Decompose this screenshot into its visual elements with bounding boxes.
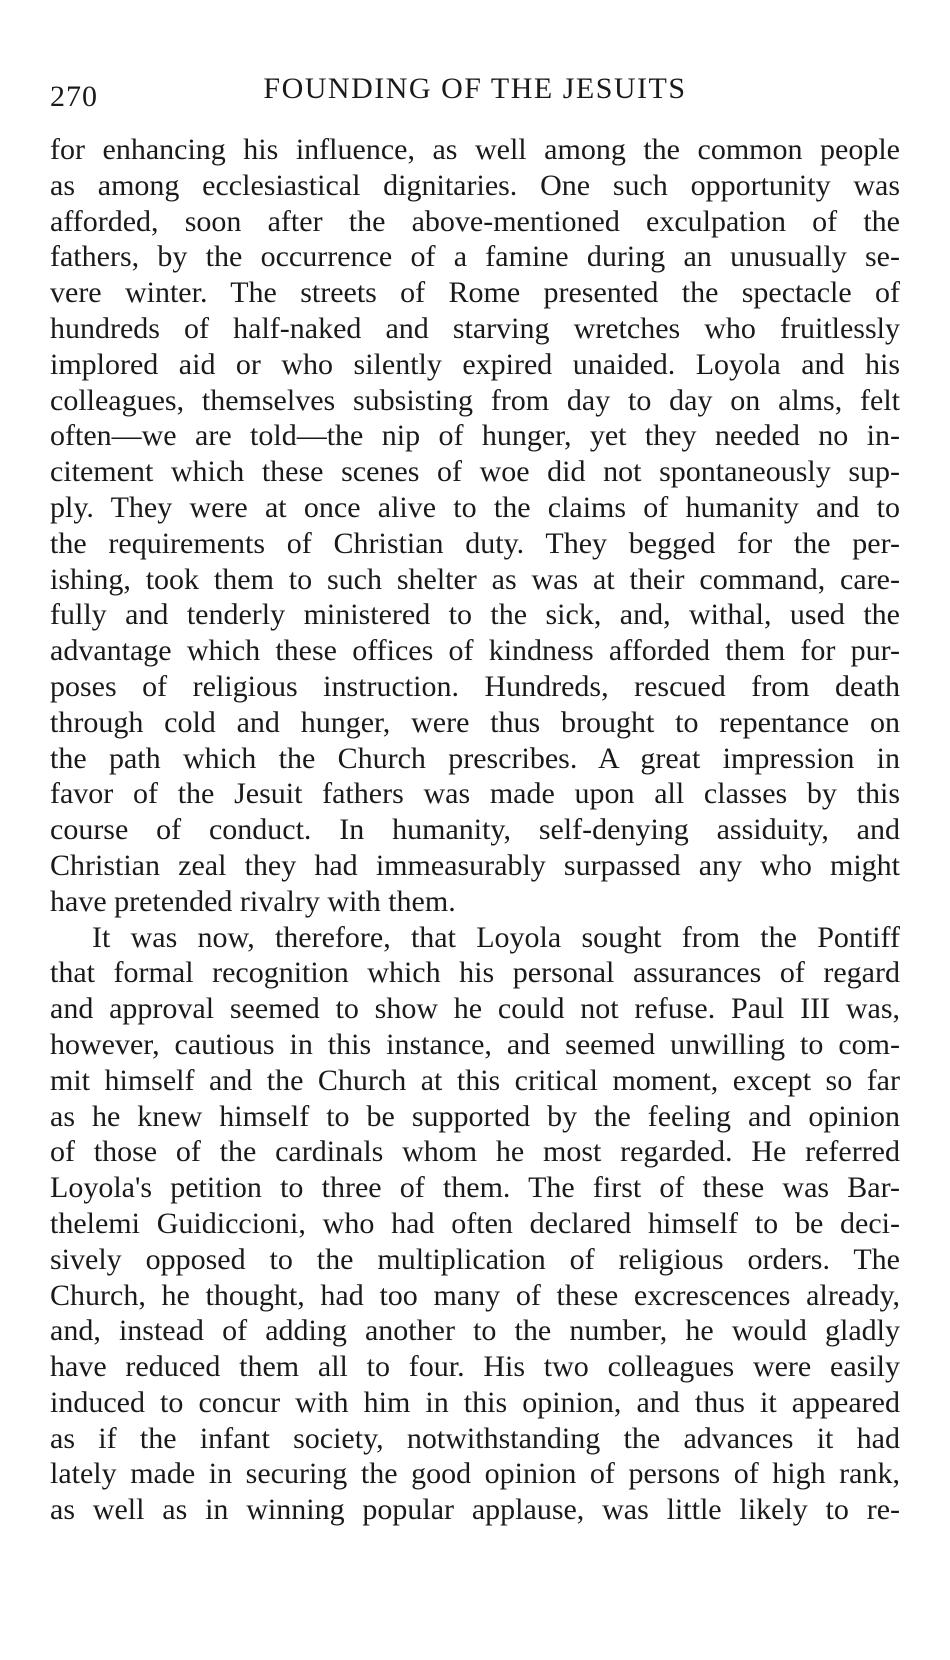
text-line: the path which the Church prescribes. A great impression in <box>50 741 900 775</box>
text-line: advantage which these offices of kindness afforded them for pur- <box>50 634 900 668</box>
running-head <box>50 72 900 122</box>
page-number: 270 <box>50 80 98 113</box>
text-line: colleagues, themselves subsisting from day to day on alms, felt <box>50 383 900 417</box>
body-text <box>50 132 900 1528</box>
text-line: often—we are told—the nip of hunger, yet they needed no in- <box>50 419 900 453</box>
text-line: the requirements of Christian duty. They begged for the per- <box>50 526 900 560</box>
text-line: fully and tenderly ministered to the sick, and, withal, used the <box>50 598 900 632</box>
text-line: have reduced them all to four. His two colleagues were easily <box>50 1350 900 1384</box>
text-line: ply. They were at once alive to the claims of humanity and to <box>50 490 900 524</box>
text-line: sively opposed to the multiplication of religious orders. The <box>50 1242 900 1276</box>
text-line: and, instead of adding another to the number, he would gladly <box>50 1314 900 1348</box>
text-line: vere winter. The streets of Rome presented the spectacle of <box>50 276 900 310</box>
text-line: through cold and hunger, were thus brought to repentance on <box>50 705 900 739</box>
text-line: Christian zeal they had immeasurably surpassed any who might <box>50 848 900 882</box>
text-line: fathers, by the occurrence of a famine during an unusually se- <box>50 240 900 274</box>
paragraph <box>50 132 900 920</box>
text-line: ishing, took them to such shelter as was at their command, care- <box>50 562 900 596</box>
text-line: have pretended rivalry with them. <box>50 884 456 918</box>
text-line: implored aid or who silently expired unaided. Loyola and his <box>50 347 900 381</box>
text-line: however, cautious in this instance, and seemed unwilling to com- <box>50 1027 900 1061</box>
text-line: that formal recognition which his personal assurances of regard <box>50 956 900 990</box>
text-line: afforded, soon after the above-mentioned exculpation of the <box>50 204 900 238</box>
text-line: citement which these scenes of woe did not spontaneously sup- <box>50 455 900 489</box>
text-line: mit himself and the Church at this critical moment, except so far <box>50 1063 900 1097</box>
text-line: course of conduct. In humanity, self-denying assiduity, and <box>50 813 900 847</box>
text-line: as he knew himself to be supported by the feeling and opinion <box>50 1099 900 1133</box>
text-line: It was now, therefore, that Loyola sought from the Pontiff <box>92 920 900 954</box>
text-line: Church, he thought, had too many of these excrescences already, <box>50 1278 900 1312</box>
text-line: for enhancing his influence, as well among the common people <box>50 133 900 166</box>
running-title: FOUNDING OF THE JESUITS <box>263 72 687 105</box>
text-line: hundreds of half-naked and starving wretches who fruitlessly <box>50 311 900 345</box>
text-line: and approval seemed to show he could not refuse. Paul III was, <box>50 992 900 1026</box>
text-line: induced to concur with him in this opinion, and thus it appeared <box>50 1385 900 1419</box>
text-line: Loyola's petition to three of them. The first of these was Bar- <box>50 1171 900 1205</box>
text-line: thelemi Guidiccioni, who had often declared himself to be deci- <box>50 1206 900 1240</box>
text-line: favor of the Jesuit fathers was made upon all classes by this <box>50 777 900 811</box>
text-line: as among ecclesiastical dignitaries. One such opportunity was <box>50 168 900 202</box>
text-line: as well as in winning popular applause, was little likely to re- <box>50 1493 900 1527</box>
text-line: of those of the cardinals whom he most regarded. He referred <box>50 1135 900 1169</box>
text-line: as if the infant society, notwithstanding the advances it had <box>50 1421 900 1455</box>
text-line: poses of religious instruction. Hundreds, rescued from death <box>50 669 900 703</box>
text-line: lately made in securing the good opinion of persons of high rank, <box>50 1457 900 1491</box>
paragraph <box>50 920 900 1529</box>
